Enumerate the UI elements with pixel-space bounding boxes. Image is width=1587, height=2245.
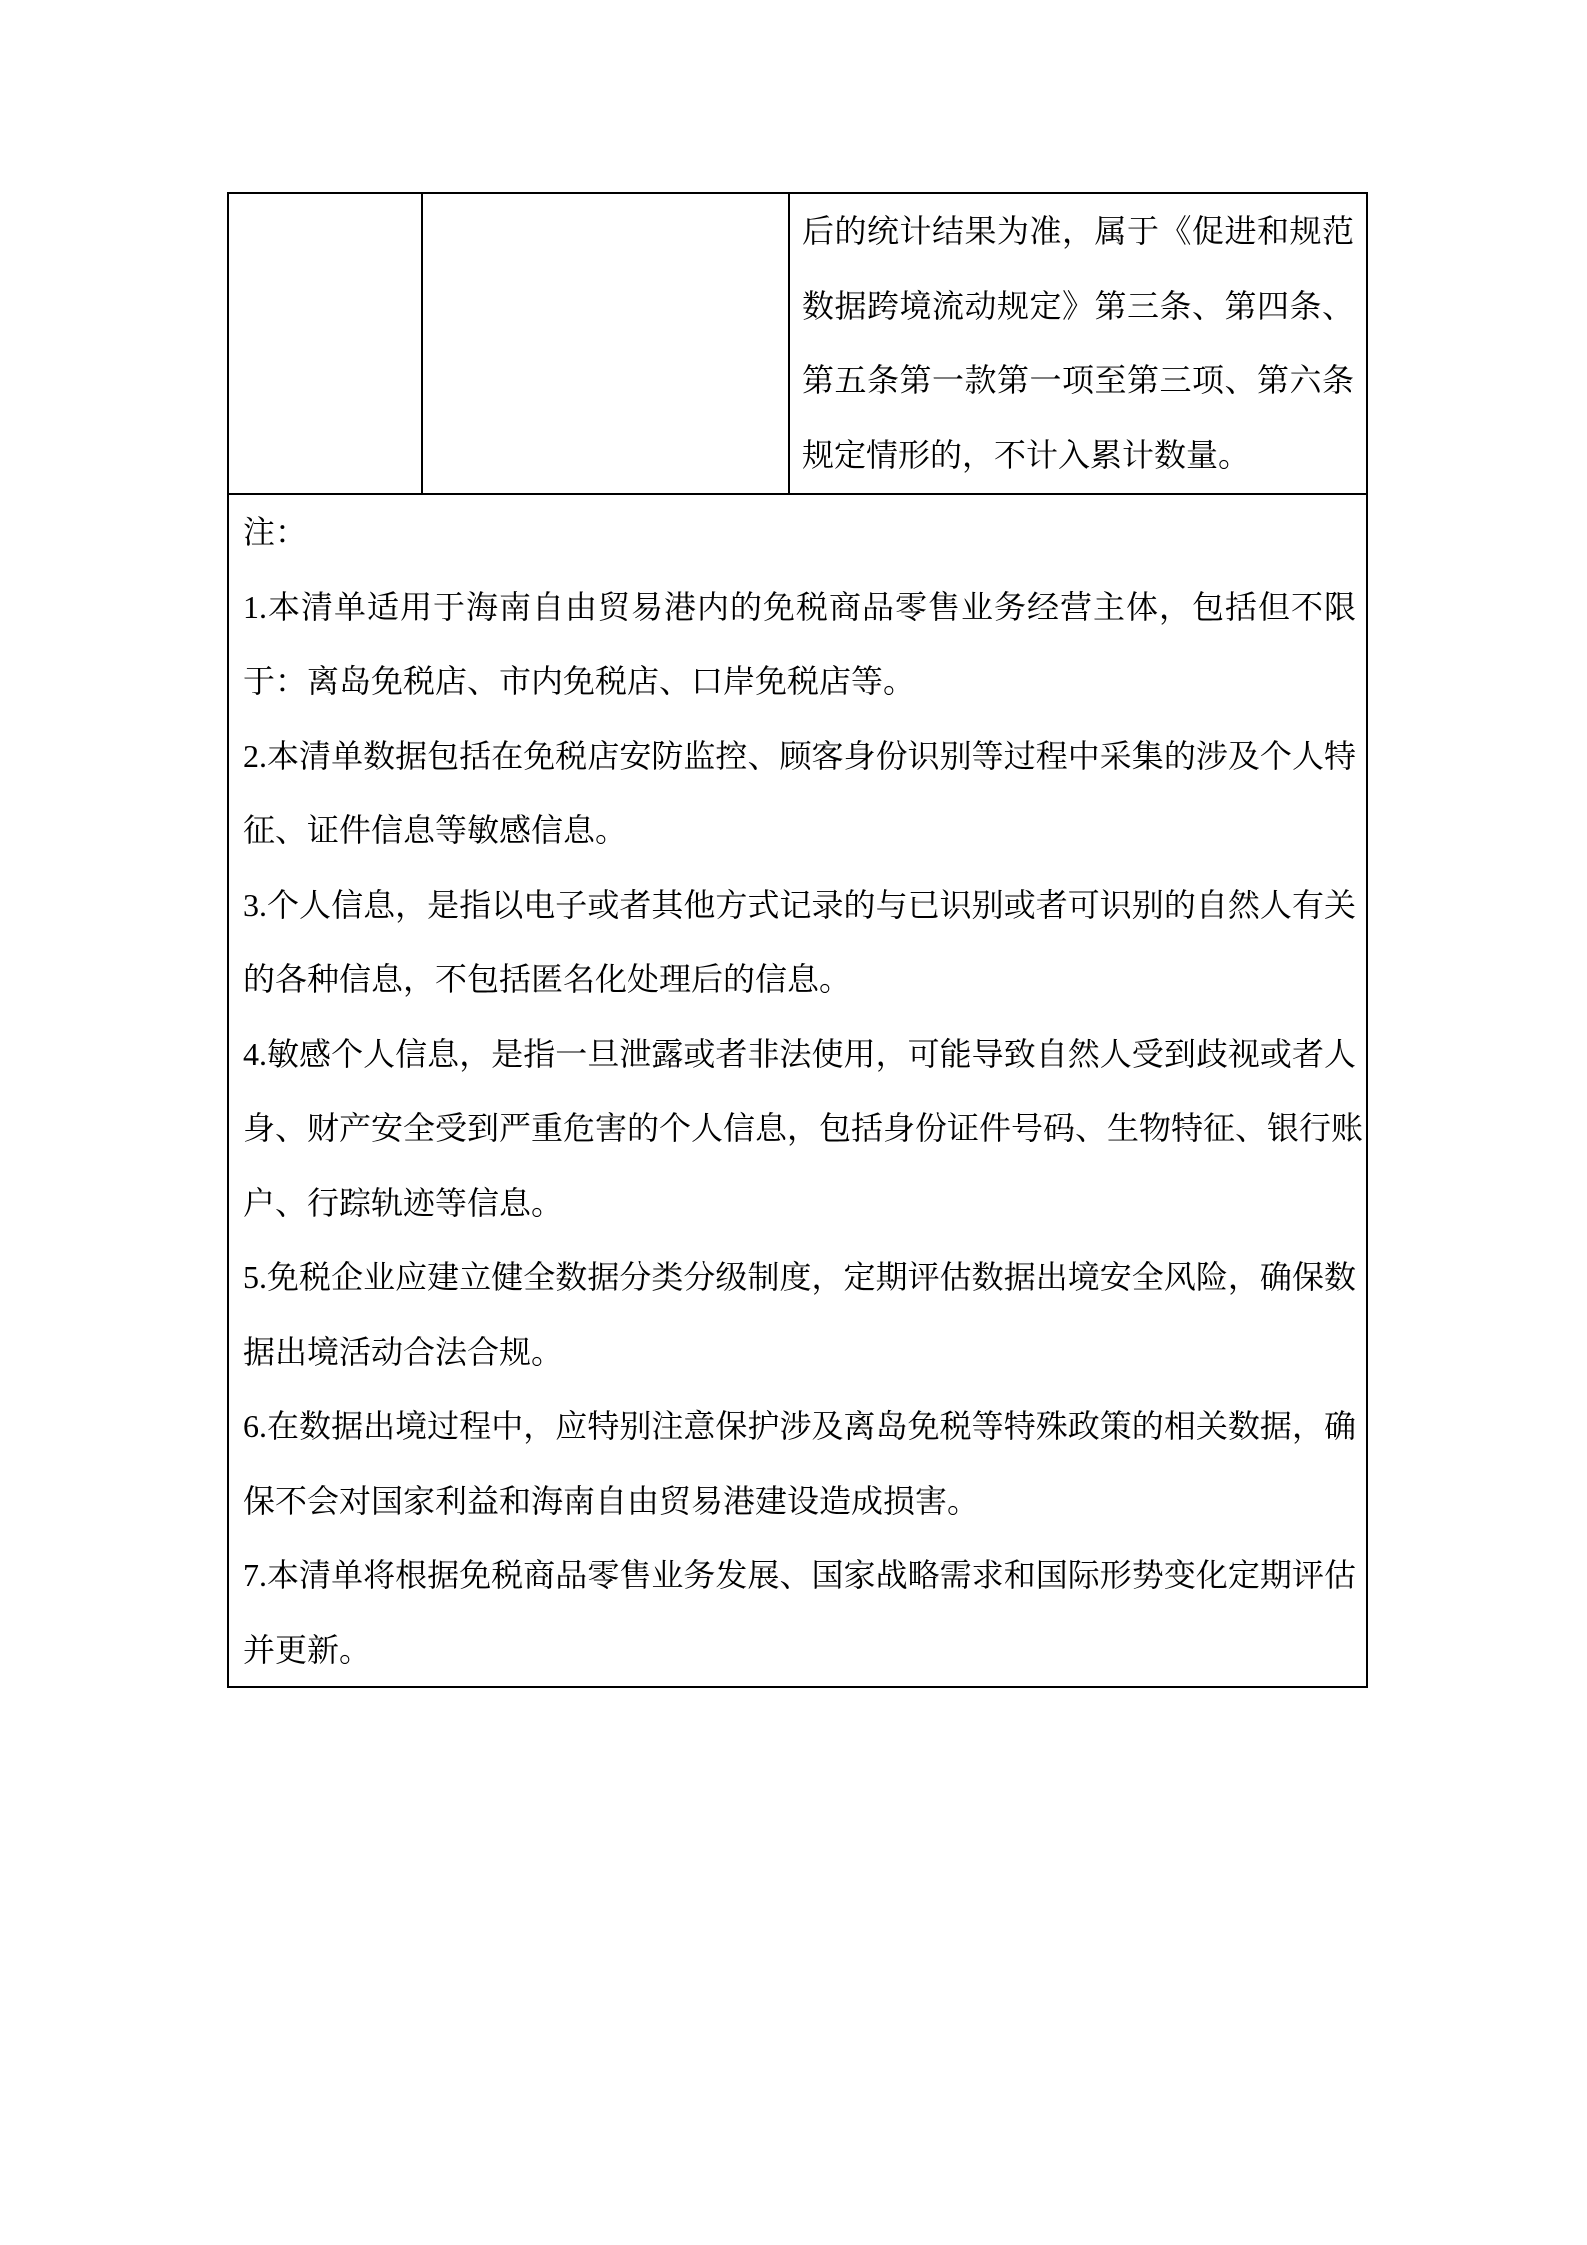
- table-row-continuation: [229, 194, 1366, 495]
- note-text-line: 4.敏感个人信息，是指一旦泄露或者非法使用，可能导致自然人受到歧视或者人: [243, 1035, 1356, 1072]
- note-text-line: 并更新。: [243, 1631, 372, 1668]
- table-cell-empty-1: [229, 194, 423, 493]
- note-item-1: [243, 570, 1356, 719]
- table-cell-empty-2: [423, 194, 790, 493]
- note-text-line: 2.本清单数据包括在免税店安防监控、顾客身份识别等过程中采集的涉及个人特: [243, 737, 1356, 774]
- note-item-4: [243, 1017, 1364, 1241]
- note-item-5: [243, 1240, 1356, 1389]
- note-item-2: [243, 719, 1356, 868]
- note-item-6: [243, 1389, 1356, 1538]
- note-text-line: 5.免税企业应建立健全数据分类分级制度，定期评估数据出境安全风险，确保数: [243, 1259, 1356, 1295]
- note-item-7: [243, 1538, 1356, 1686]
- note-text-line: 7.本清单将根据免税商品零售业务发展、国家战略需求和国际形势变化定期评估: [243, 1557, 1356, 1593]
- cell-text-line: 第五条第一款第一项至第三项、第六条: [802, 362, 1354, 398]
- note-text-line: 据出境活动合法合规。: [243, 1333, 564, 1370]
- cell-text-line: 数据跨境流动规定》第三条、第四条、: [802, 287, 1354, 324]
- cell-text-line: 后的统计结果为准，属于《促进和规范: [802, 213, 1354, 249]
- note-text-line: 保不会对国家利益和海南自由贸易港建设造成损害。: [243, 1482, 980, 1519]
- notes-section: [229, 495, 1366, 1686]
- note-text-line: 6.在数据出境过程中，应特别注意保护涉及离岛免税等特殊政策的相关数据，确: [243, 1408, 1356, 1444]
- note-text-line: 户、行踪轨迹等信息。: [243, 1184, 564, 1221]
- cell-text-line: 规定情形的，不计入累计数量。: [802, 436, 1251, 473]
- note-text-line: 3.个人信息，是指以电子或者其他方式记录的与已识别或者可识别的自然人有关: [243, 886, 1356, 923]
- note-text-line: 征、证件信息等敏感信息。: [243, 812, 628, 848]
- note-text-line: 身、财产安全受到严重危害的个人信息，包括身份证件号码、生物特征、银行账: [243, 1110, 1364, 1146]
- table-cell-continuation-text: [790, 194, 1366, 493]
- note-item-3: [243, 868, 1356, 1017]
- note-text-line: 1.本清单适用于海南自由贸易港内的免税商品零售业务经营主体，包括但不限: [243, 588, 1356, 625]
- note-text-line: 的各种信息，不包括匿名化处理后的信息。: [243, 961, 852, 997]
- notes-heading: 注：: [243, 514, 308, 550]
- data-export-table: [227, 192, 1368, 1688]
- note-text-line: 于：离岛免税店、市内免税店、口岸免税店等。: [243, 663, 916, 699]
